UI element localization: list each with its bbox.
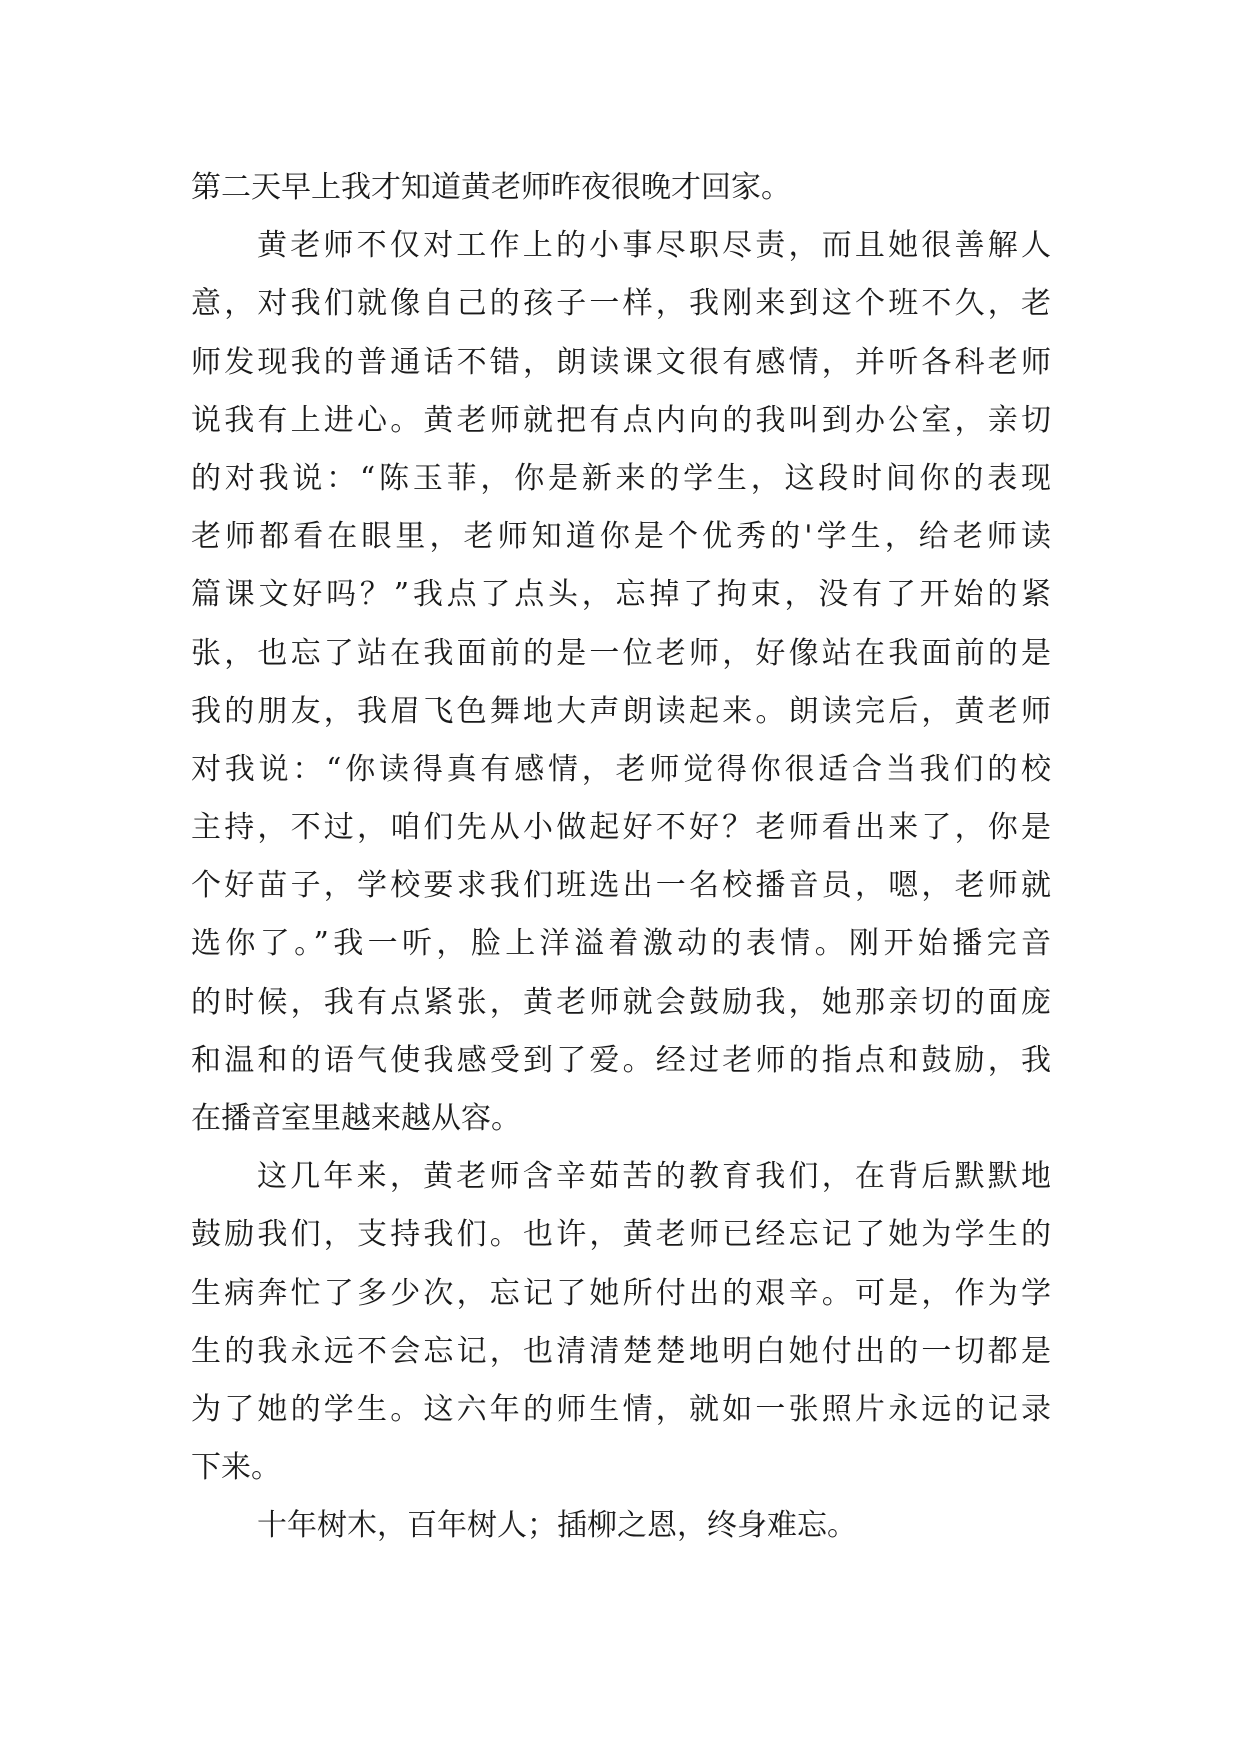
text-line: 篇课文好吗？”我点了点头，忘掉了拘束，没有了开始的紧 <box>191 577 1051 613</box>
text-line: 老师都看在眼里，老师知道你是个优秀的'学生，给老师读 <box>191 519 1051 555</box>
document-page <box>191 159 1051 1556</box>
text-line: 意，对我们就像自己的孩子一样，我刚来到这个班不久，老 <box>191 286 1051 322</box>
text-line: 十年树木，百年树人；插柳之恩，终身难忘。 <box>257 1508 857 1544</box>
paragraph-1 <box>191 159 1051 217</box>
text-line: 生病奔忙了多少次，忘记了她所付出的艰辛。可是，作为学 <box>191 1275 1051 1311</box>
text-line: 这几年来，黄老师含辛茹苦的教育我们，在背后默默地 <box>257 1159 1051 1195</box>
text-line: 的对我说：“陈玉菲，你是新来的学生，这段时间你的表现 <box>191 460 1051 496</box>
text-line: 主持，不过，咱们先从小做起好不好？老师看出来了，你是 <box>191 810 1051 846</box>
text-line: 对我说：“你读得真有感情，老师觉得你很适合当我们的校 <box>191 751 1051 787</box>
paragraph-4 <box>191 1497 1051 1555</box>
text-line: 第二天早上我才知道黄老师昨夜很晚才回家。 <box>191 170 791 205</box>
text-line: 我的朋友，我眉飞色舞地大声朗读起来。朗读完后，黄老师 <box>191 693 1051 729</box>
text-line: 下来。 <box>191 1450 281 1486</box>
text-line: 的时候，我有点紧张，黄老师就会鼓励我，她那亲切的面庞 <box>191 984 1051 1020</box>
text-line: 说我有上进心。黄老师就把有点内向的我叫到办公室，亲切 <box>191 402 1051 438</box>
text-line: 生的我永远不会忘记，也清清楚楚地明白她付出的一切都是 <box>191 1333 1051 1369</box>
text-line: 黄老师不仅对工作上的小事尽职尽责，而且她很善解人 <box>257 228 1051 264</box>
text-line: 个好苗子，学校要求我们班选出一名校播音员，嗯，老师就 <box>191 868 1051 904</box>
text-line: 和温和的语气使我感受到了爱。经过老师的指点和鼓励，我 <box>191 1042 1051 1078</box>
paragraph-2 <box>191 217 1051 1148</box>
text-line: 为了她的学生。这六年的师生情，就如一张照片永远的记录 <box>191 1391 1051 1427</box>
text-line: 在播音室里越来越从容。 <box>191 1101 521 1136</box>
text-line: 张，也忘了站在我面前的是一位老师，好像站在我面前的是 <box>191 635 1051 671</box>
text-line: 选你了。”我一听，脸上洋溢着激动的表情。刚开始播完音 <box>191 926 1051 962</box>
text-line: 师发现我的普通话不错，朗读课文很有感情，并听各科老师 <box>191 344 1051 380</box>
text-line: 鼓励我们，支持我们。也许，黄老师已经忘记了她为学生的 <box>191 1217 1051 1253</box>
paragraph-3 <box>191 1148 1051 1497</box>
